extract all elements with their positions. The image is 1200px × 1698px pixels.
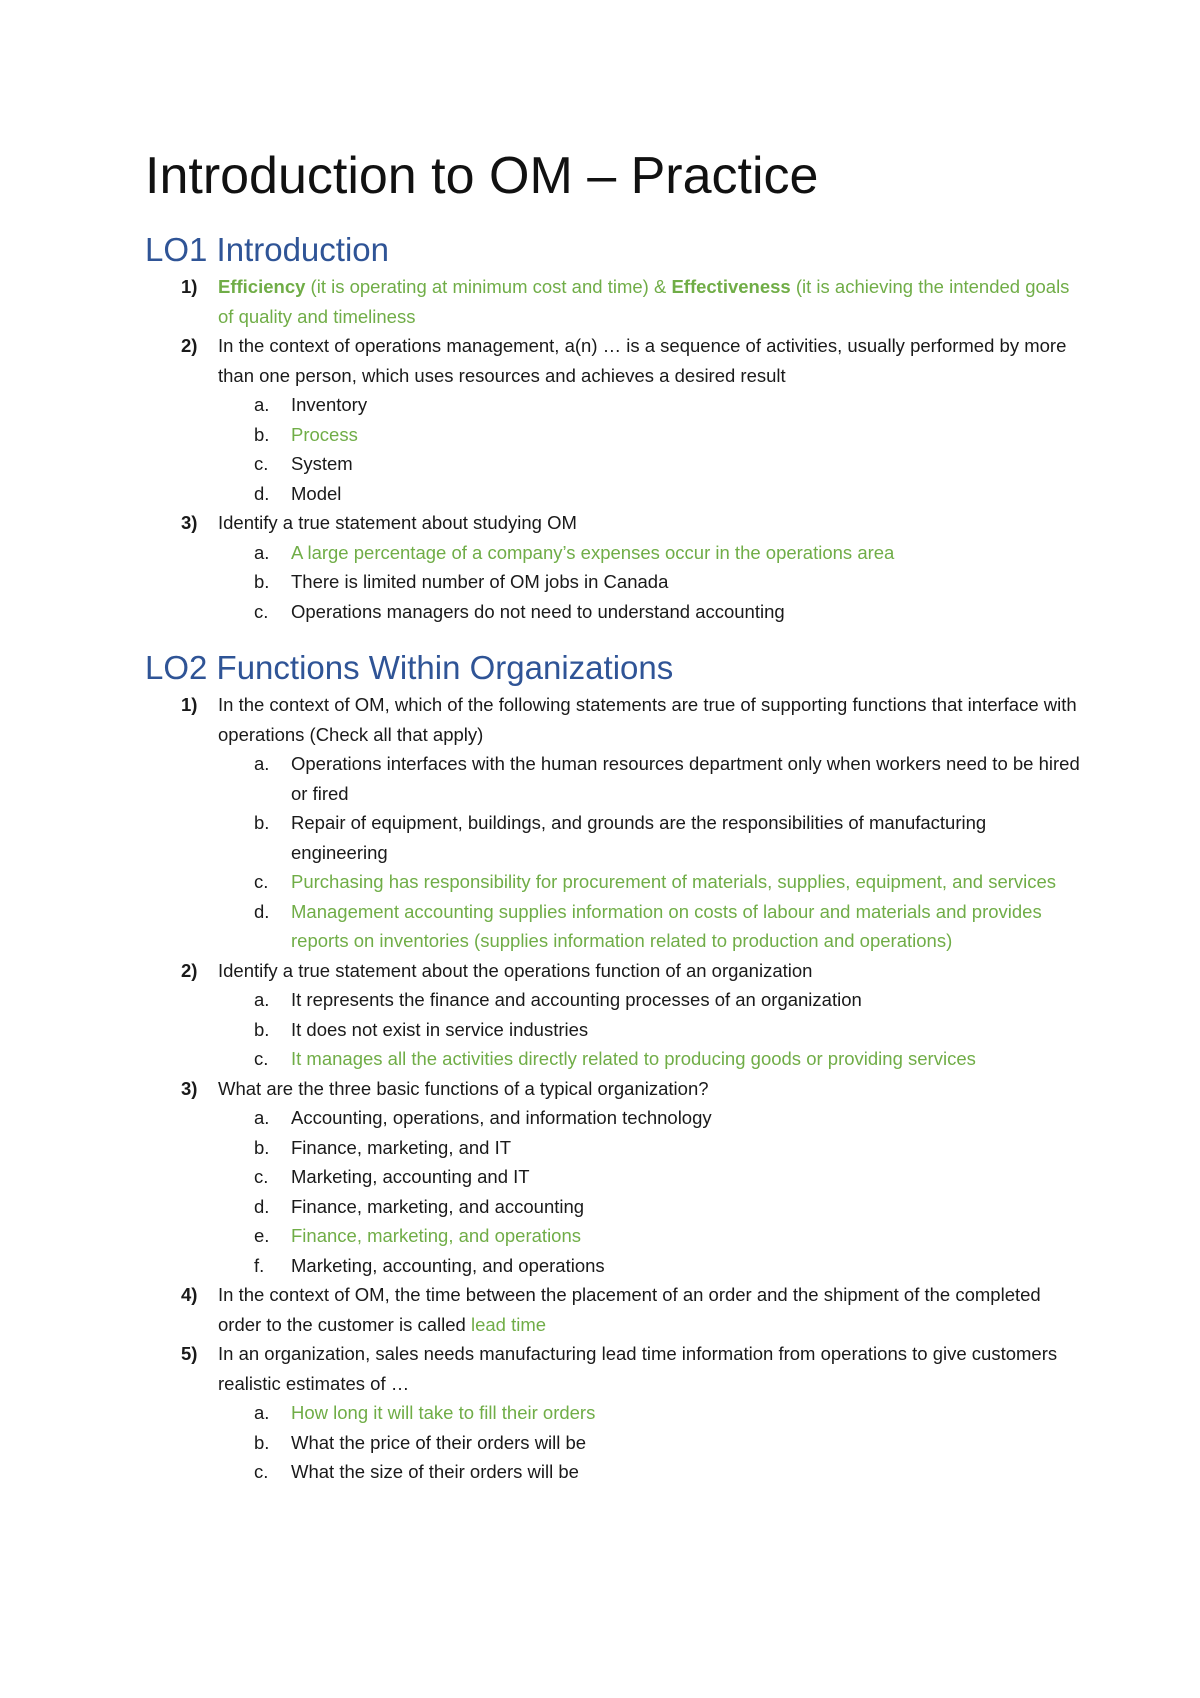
question-item	[145, 1339, 1085, 1487]
option-letter: c.	[254, 871, 269, 892]
option-letter: c.	[254, 453, 269, 474]
question-number: 4)	[181, 1284, 198, 1305]
answer-text: Efficiency	[218, 276, 306, 297]
option-list	[218, 749, 1085, 956]
option-item	[218, 1015, 1085, 1045]
option-letter: b.	[254, 812, 270, 833]
option-text: Operations interfaces with the human resources department only when workers need to be hired or fired	[291, 753, 1080, 804]
question-text-part: In the context of operations management, a(n) … is a sequence of activities, usually performed by more than one person, which uses resources and achieves a desired result	[218, 335, 1067, 386]
option-item	[218, 897, 1085, 956]
option-letter: c.	[254, 600, 269, 622]
option-letter: a.	[254, 394, 270, 415]
option-list	[218, 985, 1085, 1074]
question-number: 1)	[181, 276, 198, 297]
option-item	[218, 1457, 1085, 1487]
page-title: Introduction to OM – Practice	[145, 147, 819, 205]
answer-text: lead time	[470, 1313, 547, 1335]
question-item	[145, 272, 1085, 331]
option-text: Marketing, accounting and IT	[291, 1166, 530, 1187]
option-text: There is limited number of OM jobs in Canada	[291, 571, 669, 592]
option-letter: d.	[254, 482, 270, 504]
correct-option-text: It manages all the activities directly related to producing goods or providing services	[291, 1048, 976, 1069]
question-text	[218, 1343, 1057, 1394]
option-list	[218, 390, 1085, 508]
option-letter: b.	[254, 1136, 270, 1158]
option-letter: b.	[254, 1018, 270, 1040]
document-body	[145, 142, 1085, 1487]
question-item	[145, 508, 1085, 626]
option-item	[218, 1044, 1085, 1074]
option-item	[218, 567, 1085, 597]
answer-text: (it is achieving the intended goals of quality and timeliness	[218, 276, 1070, 327]
option-item	[218, 538, 1085, 568]
question-item	[145, 331, 1085, 508]
option-text: Operations managers do not need to understand accounting	[291, 600, 785, 622]
option-item	[218, 1162, 1085, 1192]
option-item	[218, 1221, 1085, 1251]
option-text: It represents the finance and accounting processes of an organization	[291, 989, 862, 1010]
option-text: Finance, marketing, and accounting	[291, 1195, 585, 1217]
section-lo2	[145, 646, 1085, 1487]
option-item	[218, 390, 1085, 420]
option-item	[218, 597, 1085, 627]
correct-option-text: A large percentage of a company’s expenses occur in the operations area	[291, 541, 895, 563]
option-item	[218, 1133, 1085, 1163]
question-number: 2)	[181, 335, 198, 356]
question-item	[145, 1074, 1085, 1281]
option-letter: d.	[254, 1195, 270, 1217]
correct-option-text: Management accounting supplies information on costs of labour and materials and provides reports on inventories (supplies information related to production and operations)	[291, 900, 1042, 951]
option-letter: a.	[254, 1402, 270, 1423]
question-text-part: In the context of OM, the time between the placement of an order and the shipment of the completed order to the customer is called	[218, 1284, 1041, 1335]
option-letter: c.	[254, 1166, 269, 1187]
option-letter: b.	[254, 571, 270, 592]
option-item	[218, 867, 1085, 897]
option-item	[218, 1192, 1085, 1222]
option-text: System	[291, 453, 353, 474]
option-text: It does not exist in service industries	[291, 1018, 589, 1040]
question-number: 3)	[181, 1077, 198, 1099]
question-list	[145, 272, 1085, 626]
option-item	[218, 449, 1085, 479]
option-letter: a.	[254, 1107, 270, 1128]
option-list	[218, 1398, 1085, 1487]
question-text	[218, 276, 1069, 327]
option-item	[218, 749, 1085, 808]
option-item	[218, 1103, 1085, 1133]
correct-option-text: Finance, marketing, and operations	[291, 1225, 582, 1246]
option-list	[218, 1103, 1085, 1280]
option-text: What the price of their orders will be	[291, 1431, 587, 1453]
question-text	[218, 335, 1066, 386]
option-text: Accounting, operations, and information technology	[291, 1107, 712, 1128]
option-list	[218, 538, 1085, 627]
question-number: 3)	[181, 512, 198, 533]
section-heading: LO2 Functions Within Organizations	[145, 649, 674, 686]
option-letter: a.	[254, 989, 270, 1010]
answer-text: Effectiveness	[671, 276, 791, 297]
option-letter: f.	[254, 1254, 265, 1276]
option-text: Inventory	[291, 394, 368, 415]
option-item	[218, 808, 1085, 867]
question-text-part: Identify a true statement about the operations function of an organization	[218, 959, 813, 981]
question-item	[145, 956, 1085, 1074]
option-letter: a.	[254, 541, 270, 563]
option-letter: a.	[254, 753, 270, 774]
option-text: Repair of equipment, buildings, and grounds are the responsibilities of manufacturing engineering	[291, 812, 987, 863]
correct-option-text: How long it will take to fill their orders	[291, 1402, 596, 1423]
question-text-part: What are the three basic functions of a typical organization?	[218, 1077, 709, 1099]
question-number: 2)	[181, 959, 198, 981]
answer-text: (it is operating at minimum cost and time) &	[305, 276, 672, 297]
question-item	[145, 1280, 1085, 1339]
option-text: Finance, marketing, and IT	[291, 1136, 512, 1158]
question-text	[218, 694, 1077, 745]
question-text-part: In the context of OM, which of the following statements are true of supporting functions that interface with operations (Check all that apply)	[218, 694, 1077, 745]
correct-option-text: Process	[291, 423, 358, 445]
question-text	[218, 1078, 709, 1099]
question-number: 5)	[181, 1343, 198, 1364]
option-letter: c.	[254, 1048, 269, 1069]
option-item	[218, 1428, 1085, 1458]
option-text: Model	[291, 482, 342, 504]
section-heading: LO1 Introduction	[145, 231, 389, 268]
question-list	[145, 690, 1085, 1487]
option-item	[218, 985, 1085, 1015]
option-letter: c.	[254, 1461, 269, 1482]
option-letter: b.	[254, 1431, 270, 1453]
question-number: 1)	[181, 694, 198, 715]
option-letter: b.	[254, 423, 270, 445]
option-letter: d.	[254, 900, 270, 922]
option-letter: e.	[254, 1225, 270, 1246]
question-item	[145, 690, 1085, 956]
option-item	[218, 1251, 1085, 1281]
section-lo1	[145, 228, 1085, 626]
question-text-part: Identify a true statement about studying OM	[218, 512, 577, 533]
question-text	[218, 512, 577, 533]
correct-option-text: Purchasing has responsibility for procurement of materials, supplies, equipment, and services	[291, 871, 1057, 892]
question-text-part: In an organization, sales needs manufacturing lead time information from operations to give customers realistic estimates of …	[218, 1343, 1058, 1394]
option-item	[218, 479, 1085, 509]
option-text: Marketing, accounting, and operations	[291, 1254, 605, 1276]
option-item	[218, 1398, 1085, 1428]
option-text: What the size of their orders will be	[291, 1461, 579, 1482]
question-text	[218, 960, 812, 981]
option-item	[218, 420, 1085, 450]
question-text	[218, 1284, 1041, 1335]
